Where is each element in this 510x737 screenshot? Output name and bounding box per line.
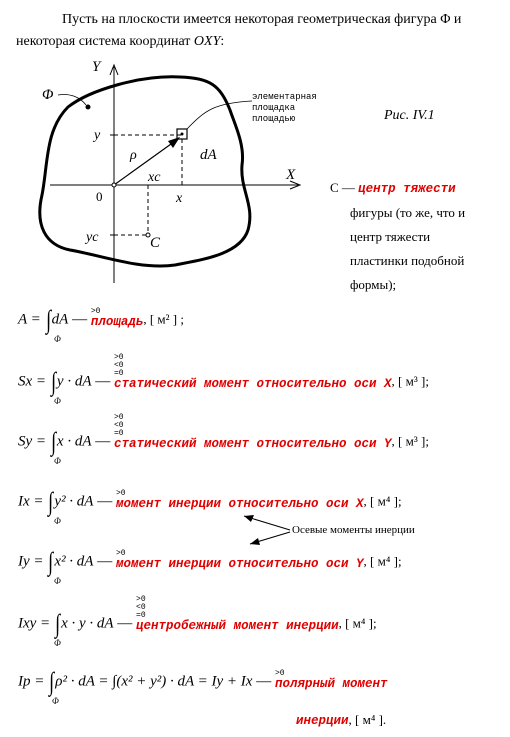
- formula-row: [18, 353, 429, 406]
- formula-lhs: A =: [18, 311, 45, 328]
- label-x: x: [176, 191, 183, 206]
- formula-name: полярный момент: [274, 677, 388, 691]
- note-line1: элементарная: [252, 92, 317, 102]
- formula-row: [18, 547, 402, 586]
- label-x-axis: X: [286, 167, 296, 183]
- label-xc: xc: [148, 170, 161, 185]
- formula-units: , [ м⁴ ];: [363, 493, 402, 509]
- formula-units: , [ м⁴ ].: [348, 712, 387, 727]
- figure-caption: Рис. IV.1: [384, 108, 435, 123]
- formula-body: dA: [51, 311, 69, 328]
- formula-name: статический момент относительно оси Y: [113, 437, 392, 451]
- formula-units: , [ м⁴ ];: [363, 553, 402, 569]
- integral-sign: ∫: [45, 305, 51, 334]
- sign-marks: [274, 669, 388, 692]
- formula-name: момент инерции относительно оси X: [115, 497, 364, 511]
- formula-row: [18, 487, 402, 526]
- formula-body: x² · dA: [54, 553, 94, 570]
- sign-mark: >0: [113, 353, 124, 362]
- formula-row: [18, 667, 388, 706]
- formula-name-continued: инерции: [296, 714, 349, 728]
- integral-domain: Φ: [54, 516, 61, 526]
- formula-name: статический момент относительно оси X: [113, 377, 392, 391]
- formula-dash: —: [91, 373, 114, 390]
- formula-units: , [ м³ ];: [391, 373, 429, 389]
- label-rho: ρ: [130, 148, 137, 163]
- dA-dot: [181, 133, 184, 136]
- label-y: y: [94, 128, 101, 143]
- integral-domain: Φ: [52, 696, 59, 706]
- sign-marks: [115, 549, 364, 572]
- intro-paragraph: [16, 9, 494, 53]
- figure-outline: [40, 77, 250, 266]
- formula-body: y · dA: [56, 373, 92, 390]
- formula-dash: —: [68, 311, 91, 328]
- formula-row: [18, 413, 429, 466]
- sign-mark: <0: [136, 603, 146, 612]
- note-leader: [187, 101, 252, 129]
- integral-sign: ∫: [50, 367, 56, 396]
- formula-row-continued: [296, 712, 386, 729]
- sign-mark: >0: [115, 549, 126, 558]
- sign-mark: >0: [274, 669, 285, 678]
- integral-sign: ∫: [48, 547, 54, 576]
- label-dA: dA: [200, 147, 217, 163]
- label-origin: 0: [96, 189, 103, 204]
- figure-diagram: [20, 55, 350, 285]
- formula-dash: —: [252, 673, 275, 690]
- label-phi: Φ: [42, 87, 54, 103]
- formula-body: x · dA: [56, 433, 92, 450]
- phi-point: [86, 105, 91, 110]
- sign-mark: >0: [90, 307, 101, 316]
- formula-units: , [ м⁴ ];: [338, 615, 377, 631]
- intro-line1: Пусть на плоскости имеется некоторая геометрическая фигура Φ и: [62, 12, 462, 27]
- sign-mark: >0: [136, 595, 146, 604]
- formula-dash: —: [91, 433, 114, 450]
- label-yc: yc: [86, 230, 99, 245]
- formula-lhs: Ixy =: [18, 615, 54, 632]
- formula-row: [18, 305, 184, 344]
- formula-dash: —: [93, 553, 116, 570]
- c-prefix: C —: [330, 180, 359, 195]
- formula-lhs: Sy =: [18, 433, 50, 450]
- c-line3: центр тяжести: [350, 229, 431, 244]
- sign-marks: [90, 307, 144, 330]
- integral-domain: Φ: [54, 638, 61, 648]
- sign-mark: =0: [113, 369, 124, 378]
- formula-units: , [ м³ ];: [391, 433, 429, 449]
- sign-mark: <0: [113, 421, 124, 430]
- intro-line2: некоторая система координат: [16, 34, 194, 49]
- c-highlight: центр тяжести: [358, 182, 456, 196]
- integral-sign: ∫: [49, 667, 55, 696]
- sign-mark: =0: [136, 611, 146, 620]
- formula-name: центробежный момент инерции: [136, 619, 339, 633]
- formula-dash: —: [113, 615, 137, 632]
- formula-name: площадь: [90, 315, 144, 329]
- sign-marks: [113, 353, 392, 392]
- sign-mark: <0: [113, 361, 124, 370]
- label-y-axis: Y: [92, 59, 101, 75]
- c-line5: формы);: [350, 277, 397, 292]
- integral-sign: ∫: [50, 427, 56, 456]
- integral-domain: Φ: [54, 576, 61, 586]
- sign-mark: =0: [113, 429, 124, 438]
- integral-domain: Φ: [54, 396, 61, 406]
- formula-lhs: Sx =: [18, 373, 50, 390]
- integral-domain: Φ: [54, 456, 61, 466]
- integral-domain: Φ: [54, 334, 61, 344]
- formula-body: y² · dA: [54, 493, 94, 510]
- formula-name: момент инерции относительно оси Y: [115, 557, 364, 571]
- formula-units: , [ м² ] ;: [143, 311, 184, 327]
- axial-arrows: [230, 508, 300, 548]
- axial-note: Осевые моменты инерции: [292, 524, 415, 536]
- formula-body: ρ² · dA = ∫(x² + y²) · dA = Iy + Ix: [55, 673, 253, 690]
- sign-mark: >0: [115, 489, 126, 498]
- c-line4: пластинки подобной: [350, 253, 465, 268]
- rho-vector: [114, 139, 178, 185]
- sign-mark: >0: [113, 413, 124, 422]
- formula-lhs: Ip =: [18, 673, 49, 690]
- axes-name: OXY: [193, 34, 221, 49]
- origin-point: [112, 183, 116, 187]
- integral-sign: ∫: [55, 609, 60, 638]
- note-line2: площадка: [252, 103, 296, 113]
- intro-colon: :: [220, 34, 225, 49]
- label-C: C: [150, 235, 161, 251]
- c-description: [330, 176, 505, 297]
- formula-dash: —: [93, 493, 116, 510]
- formula-lhs: Iy =: [18, 553, 48, 570]
- sign-marks: [113, 413, 392, 452]
- note-line3: площадью: [252, 114, 296, 124]
- integral-sign: ∫: [48, 487, 54, 516]
- c-line2: фигуры (то же, что и: [350, 205, 466, 220]
- sign-marks: [136, 595, 339, 634]
- formula-row: [18, 595, 377, 648]
- formula-body: x · y · dA: [61, 615, 114, 632]
- formula-lhs: Ix =: [18, 493, 48, 510]
